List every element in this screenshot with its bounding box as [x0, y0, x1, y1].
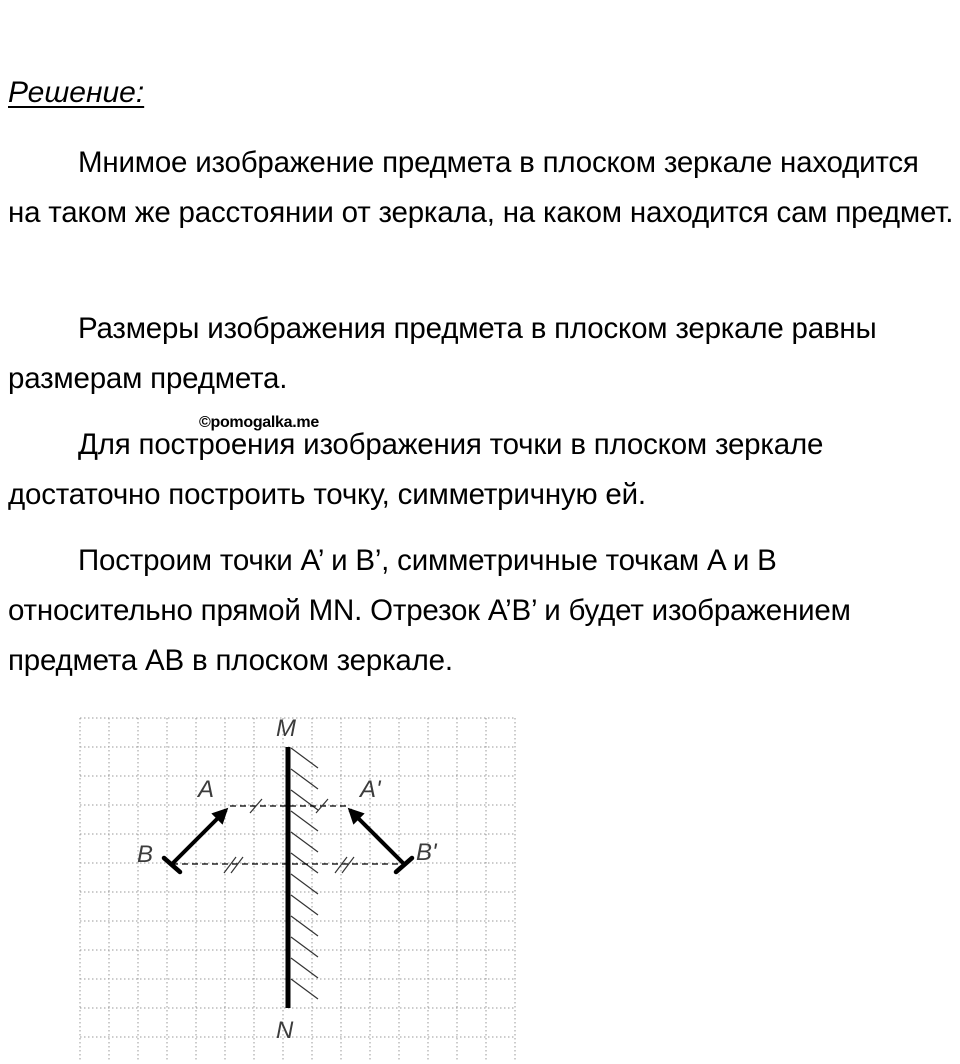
hatch-stroke	[291, 958, 318, 978]
paragraph-image-size: Размеры изображения предмета в плоском зеркале равны размерам предмета.	[8, 312, 877, 395]
label-a-prime: A'	[360, 776, 381, 803]
label-a: A	[198, 776, 215, 803]
image-arrow-a-prime-b-prime	[350, 810, 404, 864]
paragraph-point-symmetry: Для построения изображения точки в плоском зеркале достаточно построить точку, симметричную ей.	[8, 428, 824, 511]
grid	[80, 718, 516, 1060]
hatch-stroke	[291, 979, 318, 999]
hatch-stroke	[291, 811, 318, 831]
solution-heading: Решение:	[8, 76, 145, 109]
label-m: M	[276, 715, 296, 742]
watermark: ©pomogalka.me	[199, 414, 319, 431]
hatch-stroke	[291, 769, 318, 789]
object-arrow-ab	[172, 810, 226, 864]
paragraph-construction: Построим точки A’ и B’, симметричные точкам A и B относительно прямой MN. Отрезок A’B’ и будет изображением предмета AB в плоском зеркале.	[8, 544, 851, 677]
paragraph-image-distance: Мнимое изображение предмета в плоском зеркале находится на таком же расстоянии от зеркала, на каком находится сам предмет.	[8, 146, 954, 229]
hatch-stroke	[291, 937, 318, 957]
mirror-hatching	[291, 748, 318, 999]
label-b-prime: B'	[416, 839, 437, 866]
hatch-stroke	[291, 748, 318, 768]
label-b: B	[137, 841, 154, 868]
hatch-stroke	[291, 895, 318, 915]
hatch-stroke	[291, 874, 318, 894]
hatch-stroke	[291, 790, 318, 810]
hatch-stroke	[291, 916, 318, 936]
hatch-stroke	[291, 853, 318, 873]
hatch-stroke	[291, 832, 318, 852]
label-n: N	[276, 1017, 294, 1044]
